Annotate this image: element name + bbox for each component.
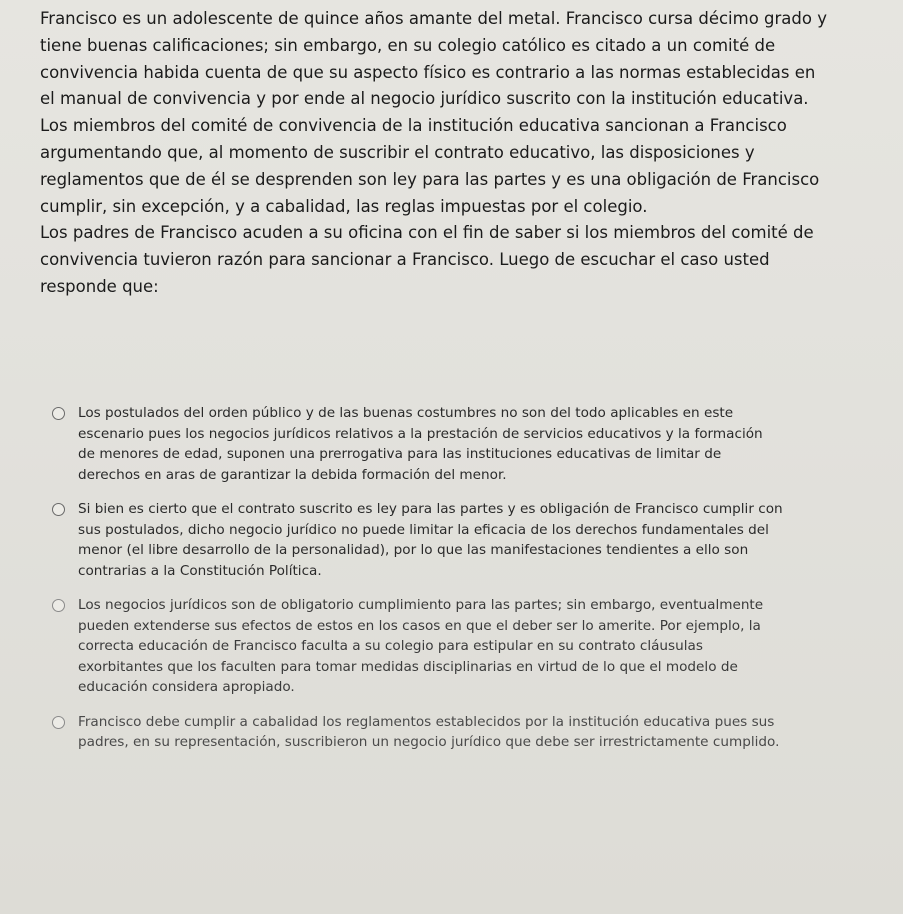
option-line: Si bien es cierto que el contrato suscrito es ley para las partes y es obligación de Francisco cumplir con	[78, 501, 783, 517]
answer-option-3[interactable]	[50, 595, 895, 698]
question-line: convivencia tuvieron razón para sancionar a Francisco. Luego de escuchar el caso usted	[40, 250, 770, 270]
option-line: contrarias a la Constitución Política.	[78, 562, 322, 579]
answer-option-2[interactable]	[50, 499, 895, 581]
question-line: convivencia habida cuenta de que su aspecto físico es contrario a las normas establecidas en	[40, 62, 816, 82]
radio-button-icon[interactable]	[52, 407, 65, 420]
question-line: Los miembros del comité de convivencia de la institución educativa sancionan a Francisco	[40, 116, 787, 136]
option-line: padres, en su representación, suscribieron un negocio jurídico que debe ser irrestrictamente cumplido.	[78, 734, 780, 750]
option-line: escenario pues los negocios jurídicos relativos a la prestación de servicios educativos y la formación	[78, 425, 763, 442]
question-text	[40, 6, 900, 301]
question-line: tiene buenas calificaciones; sin embargo, en su colegio católico es citado a un comité de	[40, 35, 776, 55]
question-line: argumentando que, al momento de suscribir el contrato educativo, las disposiciones y	[40, 142, 755, 162]
option-line: Los postulados del orden público y de las buenas costumbres no son del todo aplicables en este	[78, 405, 734, 421]
option-line: sus postulados, dicho negocio jurídico no puede limitar la eficacia de los derechos fundamentales del	[78, 521, 769, 538]
radio-button-icon[interactable]	[52, 716, 65, 729]
answer-options	[50, 403, 895, 765]
radio-button-icon[interactable]	[52, 599, 65, 612]
question-line: reglamentos que de él se desprenden son ley para las partes y es una obligación de Francisco	[40, 169, 820, 189]
option-line: exorbitantes que los faculten para tomar medidas disciplinarias en virtud de lo que el modelo de	[78, 658, 738, 675]
answer-option-4[interactable]	[50, 712, 895, 753]
question-line: el manual de convivencia y por ende al negocio jurídico suscrito con la institución educativa.	[40, 89, 809, 109]
question-line: responde que:	[40, 276, 159, 296]
question-line: Francisco es un adolescente de quince años amante del metal. Francisco cursa décimo grado y	[40, 9, 827, 28]
option-line: correcta educación de Francisco faculta a su colegio para estipular en su contrato cláusulas	[78, 638, 703, 654]
option-line: menor (el libre desarrollo de la personalidad), por lo que las manifestaciones tendientes a ello son	[78, 542, 749, 558]
option-line: educación considera apropiado.	[78, 679, 295, 695]
answer-option-1[interactable]	[50, 403, 895, 485]
option-line: Francisco debe cumplir a cabalidad los reglamentos establecidos por la institución educativa pues sus	[78, 713, 775, 730]
radio-button-icon[interactable]	[52, 503, 65, 516]
option-line: de menores de edad, suponen una prerrogativa para las instituciones educativas de limitar de	[78, 446, 722, 462]
option-line: derechos en aras de garantizar la debida formación del menor.	[78, 466, 507, 483]
option-line: Los negocios jurídicos son de obligatorio cumplimiento para las partes; sin embargo, eventualmente	[78, 597, 764, 613]
question-line: Los padres de Francisco acuden a su oficina con el fin de saber si los miembros del comité de	[40, 223, 814, 243]
question-line: cumplir, sin excepción, y a cabalidad, las reglas impuestas por el colegio.	[40, 196, 648, 216]
option-line: pueden extenderse sus efectos de estos en los casos en que el deber ser lo amerite. Por ejemplo, la	[78, 617, 761, 634]
